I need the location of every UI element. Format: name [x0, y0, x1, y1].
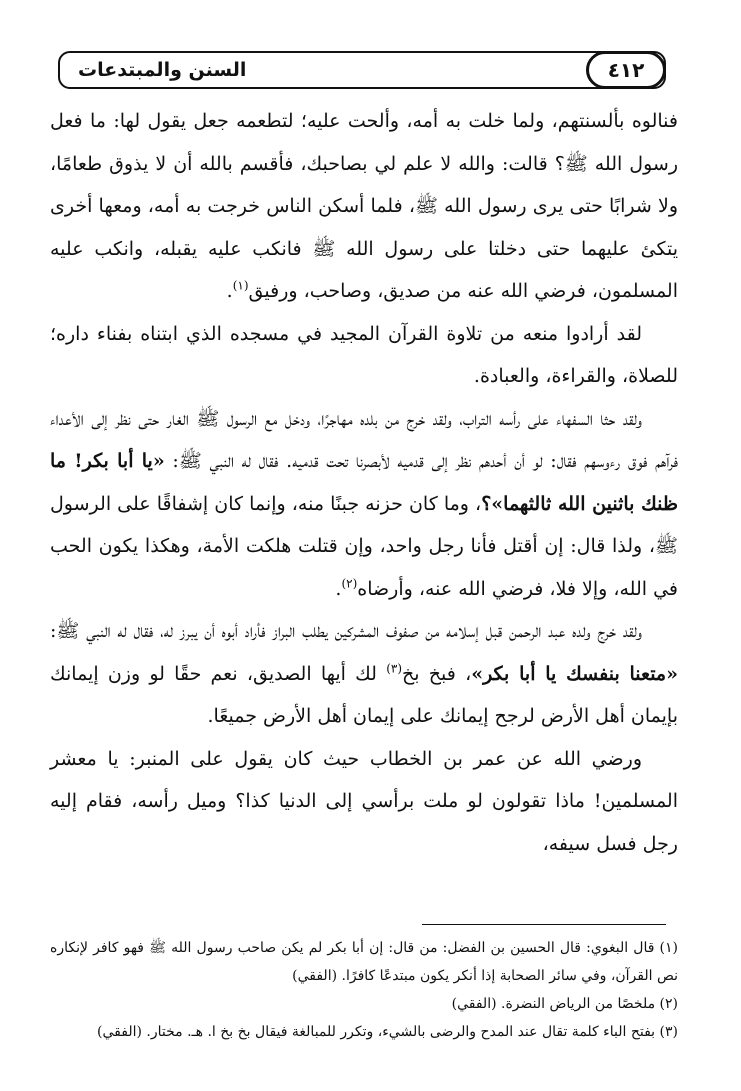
text-run: ، وما كان حزنه جبنًا منه، وإنما كان إشفاقًا على الرسول ﷺ، ولذا قال: إن أقتل فأنا رجل واحد، وإن قتلت هلكت الأمة، وهكذا يكون الحب في الله، وإلا فلا، فرضي الله عنه، وأرضاه [50, 492, 678, 600]
footnote: (٣) بفتح الباء كلمة تقال عند المدح والرضى بالشيء، وتكرر للمبالغة فيقال بخ بخ ا. هـ. مختار. (الفقي) [97, 1024, 678, 1040]
paragraph [50, 398, 678, 611]
text-run: . [335, 577, 342, 600]
footnote: (٢) ملخصًا من الرياض النضرة. (الفقي) [451, 996, 678, 1012]
text-run: ولقد حثا السفهاء على رأسه التراب، ولقد خرج من بلده مهاجرًا، ودخل مع الرسول ﷺ الغار حتى نظر إلى الأعداء فرآهم فوق رءوسهم فقال: لو أن أحدهم نظر إلى قدميه لأبصرنا تحت قدميه. فقال له النبي ﷺ: [50, 407, 678, 472]
footnote-ref: (٣) [386, 661, 403, 676]
hadith-quote: «متعنا بنفسك يا أبا بكر» [471, 662, 678, 685]
running-header [58, 51, 666, 89]
text-run: لقد أرادوا منعه من تلاوة القرآن المجيد في مسجده الذي ابتناه بفناء داره؛ للصلاة، والقراءة، والعبادة. [50, 322, 678, 387]
paragraph [50, 610, 678, 738]
page-number: ٤١٢ [586, 51, 666, 89]
footnote-ref: (١) [232, 278, 249, 293]
running-title: السنن والمبتدعات [78, 59, 247, 81]
footnote-separator [422, 924, 666, 925]
hadith-quote: «يا أبا بكر! ما ظنك باثنين الله ثالثهما»؟ [50, 450, 678, 515]
text-run: لك أيها الصديق، نعم حقًا لو وزن إيمانك بإيمان أهل الأرض لرجح إيمانك على إيمان أهل الأرض جميعًا. [50, 662, 678, 727]
paragraph [50, 313, 678, 398]
paragraph [50, 738, 678, 866]
text-run: ، فبخ بخ [402, 662, 472, 685]
paragraph [50, 100, 678, 313]
text-run: . [226, 280, 233, 302]
text-run: فنالوه بألسنتهم، ولما خلت به أمه، وألحت عليه؛ لتطعمه جعل يقول لها: ما فعل رسول الله ﷺ؟ قالت: والله لا علم لي بصاحبك، فأقسم بالله أن لا يذوق طعامًا، ولا شرابًا حتى يرى رسول الله ﷺ، فلما أسكن الناس خرجت به أمه، ومعها أخرى يتكئ عليهما حتى دخلتا على رسول الله ﷺ فانكب عليه يقبله، وانكب عليه المسلمون، فرضي الله عنه من صديق، وصاحب، ورفيق [50, 110, 678, 302]
footnote: (١) قال البغوي: قال الحسين بن الفضل: من قال: إن أبا بكر لم يكن صاحب رسول الله ﷺ فهو كافر لإنكاره نص القرآن، وفي سائر الصحابة إذا أنكر يكون مبتدعًا كافرًا. (الفقي) [50, 940, 678, 984]
main-text [50, 100, 678, 865]
text-run: ولقد خرج ولده عبد الرحمن قبل إسلامه من صفوف المشركين يطلب البراز فأراد أبوه أن يبرز له، فقال له النبي ﷺ: [50, 620, 642, 642]
footnote-ref: (٢) [341, 576, 358, 591]
footnotes [50, 934, 678, 1046]
text-run: ورضي الله عن عمر بن الخطاب حيث كان يقول على المنبر: يا معشر المسلمين! ماذا تقولون لو ملت برأسي إلى الدنيا كذا؟ وميل رأسه، فقام إليه رجل فسل سيفه، [50, 747, 678, 855]
